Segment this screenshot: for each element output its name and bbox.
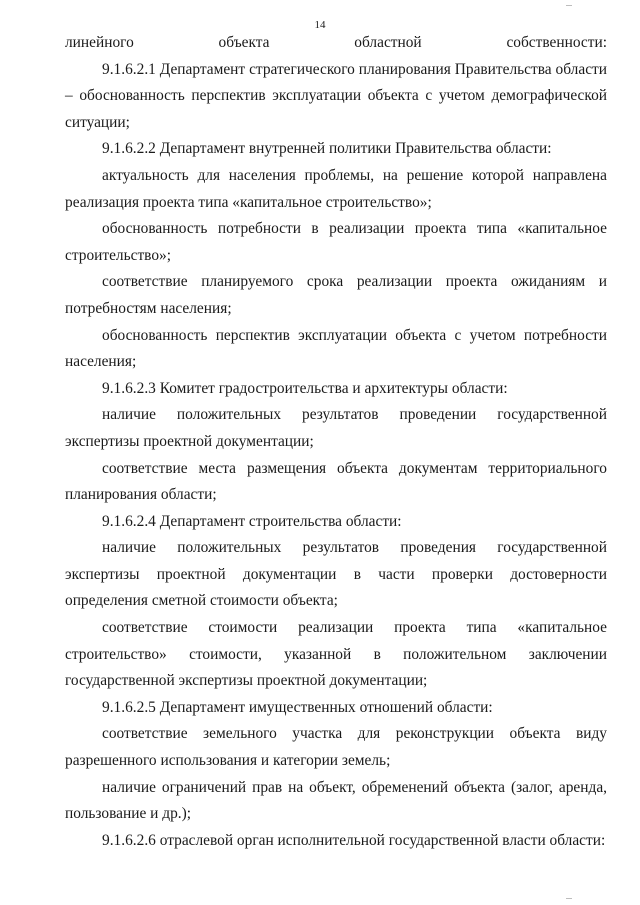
paragraph-continuation: линейного объекта областной собственности: bbox=[65, 34, 607, 51]
paragraph-item: обоснованность потребности в реализации проекта типа «капитальное строительство»; bbox=[65, 220, 607, 264]
paragraph-item: наличие ограничений прав на объект, обременений объекта (залог, аренда, пользование и др.); bbox=[65, 778, 607, 823]
scan-mark-bottom bbox=[566, 898, 572, 899]
paragraph-9-1-6-2-6: 9.1.6.2.6 отраслевой орган исполнительной государственной власти области: bbox=[102, 831, 606, 849]
document-body bbox=[65, 30, 607, 854]
paragraph-item: соответствие земельного участка для реконструкции объекта виду разрешенного использования и категории земель; bbox=[65, 725, 607, 770]
paragraph-9-1-6-2-2: 9.1.6.2.2 Департамент внутренней политики Правительства области: bbox=[102, 140, 552, 158]
paragraph-item: соответствие места размещения объекта документам территориального планирования области; bbox=[65, 459, 607, 504]
paragraph-item: наличие положительных результатов проведении государственной экспертизы проектной документации; bbox=[65, 406, 607, 450]
paragraph-item: обоснованность перспектив эксплуатации объекта с учетом потребности населения; bbox=[65, 326, 607, 371]
paragraph-9-1-6-2-1: 9.1.6.2.1 Департамент стратегического планирования Правительства области – обоснованность перспектив эксплуатации объекта с учетом демографической ситуации; bbox=[65, 60, 607, 131]
paragraph-item: актуальность для населения проблемы, на решение которой направлена реализация проекта типа «капитальное строительство»; bbox=[65, 166, 607, 211]
paragraph-item: соответствие планируемого срока реализации проекта ожиданиям и потребностям населения; bbox=[65, 273, 607, 317]
page-number: 14 bbox=[314, 19, 326, 31]
scan-mark-top bbox=[566, 5, 572, 6]
paragraph-9-1-6-2-4: 9.1.6.2.4 Департамент строительства области: bbox=[102, 512, 402, 530]
paragraph-9-1-6-2-3: 9.1.6.2.3 Комитет градостроительства и архитектуры области: bbox=[102, 379, 508, 397]
paragraph-9-1-6-2-5: 9.1.6.2.5 Департамент имущественных отношений области: bbox=[102, 698, 493, 716]
paragraph-item: соответствие стоимости реализации проекта типа «капитальное строительство» стоимости, указанной в положительном заключении государственной экспертизы проектной документации; bbox=[65, 619, 607, 690]
paragraph-item: наличие положительных результатов проведения государственной экспертизы проектной документации в части проверки достоверности определения сметной стоимости объекта; bbox=[65, 539, 607, 610]
